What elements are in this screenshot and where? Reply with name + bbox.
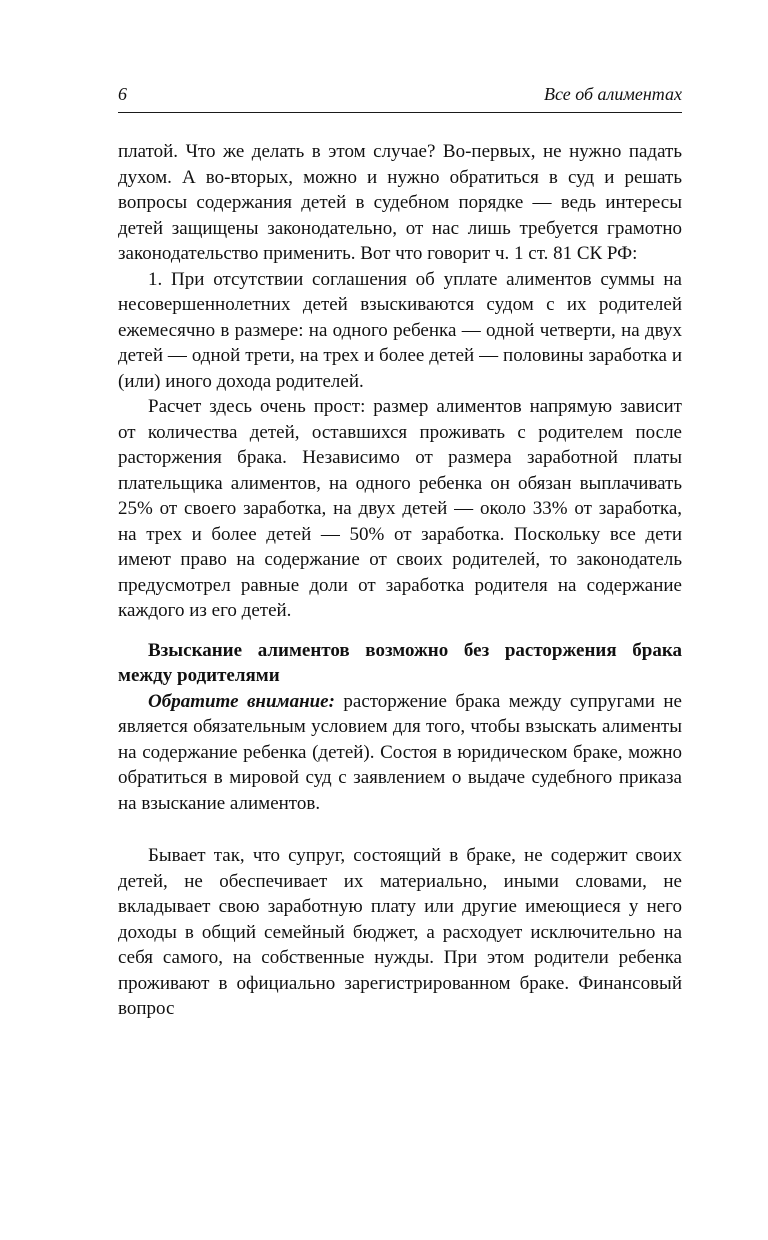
paragraph: 1. При отсутствии соглашения об уплате алиментов суммы на несовершеннолетних детей взыскиваются судом с их родителей ежемесячно в размере: на одного ребенка — одной четверти, на двух детей — одной трети, на трех и более детей — половины заработка и (или) иного дохода родителей. <box>118 268 682 392</box>
page-header <box>118 84 682 113</box>
paragraph: Бывает так, что супруг, состоящий в браке, не содержит своих детей, не обеспечивает их материально, иными словами, не вкладывает свою заработную плату или другие имеющиеся у него доходы в общий семейный бюджет, а расходует исключительно на себя самого, на собственные нужды. При этом родители ребенка проживают в официально зарегистрированном браке. Финансовый вопрос <box>118 845 682 1019</box>
running-title: Все об алиментах <box>543 84 682 104</box>
paragraph: Обратите внимание: расторжение брака между супругами не является обязательным условием для того, чтобы взыскать алименты на содержание ребенка (детей). Состоя в юридическом браке, можно обратиться в мировой суд с заявлением о выдаче судебного приказа на взыскание алиментов. <box>118 690 682 814</box>
section-heading: Взыскание алиментов возможно без расторжения брака между родителями <box>118 639 682 686</box>
body-text <box>118 139 682 1022</box>
page-number: 6 <box>118 84 127 104</box>
notice-lead: Обратите внимание: <box>148 690 335 712</box>
paragraph: Расчет здесь очень прост: размер алиментов напрямую зависит от количества детей, оставшихся проживать с родителем после расторжения брака. Независимо от размера заработной платы плательщика алиментов, на одного ребенка он обязан выплачивать 25% от своего заработка, на двух детей — около 33% от заработка, на трех и более детей — 50% от заработка. Поскольку все дети имеют право на содержание от своих родителей, то законодатель предусмотрел равные доли от заработка родителя на содержание каждого из его детей. <box>118 396 682 621</box>
paragraph: платой. Что же делать в этом случае? Во-первых, не нужно падать духом. А во-вторых, можно и нужно обратиться в суд и решать вопросы содержания детей в судебном порядке — ведь интересы детей защищены законодательно, от нас лишь требуется грамотно законодательство применить. Вот что говорит ч. 1 ст. 81 СК РФ: <box>118 141 682 264</box>
